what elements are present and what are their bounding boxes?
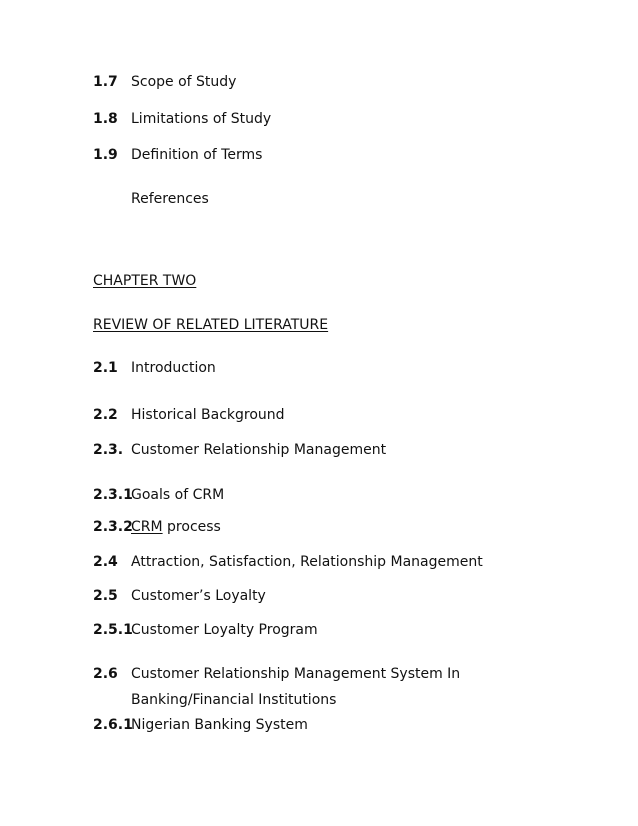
section-title: Customer Loyalty Program <box>131 622 318 638</box>
section-number: 2.5.1 <box>93 622 133 638</box>
chapter-two-heading: CHAPTER TWO <box>93 273 197 289</box>
section-title: Customer Relationship Management <box>131 442 387 458</box>
section-title: Customer Relationship Management System In <box>131 666 461 682</box>
section-title: Goals of CRM <box>131 487 225 503</box>
section-title: Limitations of Study <box>131 111 272 127</box>
section-number: 1.8 <box>93 111 118 127</box>
toc-entry-1-9 <box>93 146 262 164</box>
section-number: 1.7 <box>93 74 118 90</box>
section-number: 2.3. <box>93 442 124 458</box>
section-number: 2.2 <box>93 407 118 423</box>
toc-entry-2-3 <box>93 441 386 459</box>
section-title: Banking/Financial Institutions <box>131 692 337 708</box>
toc-entry-2-5 <box>93 587 266 605</box>
toc-entry-2-3-2 <box>93 518 221 536</box>
section-title: Attraction, Satisfaction, Relationship Management <box>131 554 483 570</box>
section-title: Historical Background <box>131 407 285 423</box>
section-title: Definition of Terms <box>131 147 263 163</box>
toc-entry-2-5-1 <box>93 621 318 639</box>
section-title: process <box>162 519 221 535</box>
toc-entry-1-8 <box>93 110 271 128</box>
section-number: 2.6 <box>93 666 118 682</box>
section-title: References <box>131 191 209 207</box>
section-title: Scope of Study <box>131 74 237 90</box>
toc-entry-2-4 <box>93 553 483 571</box>
toc-entry-2-6 <box>93 665 460 683</box>
section-title: Introduction <box>131 360 216 376</box>
toc-entry-2-2 <box>93 406 285 424</box>
chapter-two-subheading: REVIEW OF RELATED LITERATURE <box>93 317 329 333</box>
section-number: 2.3.1 <box>93 487 133 503</box>
toc-entry-2-1 <box>93 359 216 377</box>
toc-entry-2-6-1 <box>93 716 308 734</box>
section-number: 2.6.1 <box>93 717 133 733</box>
section-number: 2.1 <box>93 360 118 376</box>
section-number: 1.9 <box>93 147 118 163</box>
section-title: Customer’s Loyalty <box>131 588 266 604</box>
section-number: 2.3.2 <box>93 519 133 535</box>
toc-entry-references <box>131 190 209 208</box>
section-title-crm: CRM <box>131 519 163 535</box>
section-number: 2.4 <box>93 554 118 570</box>
toc-entry-1-7 <box>93 73 236 91</box>
section-number: 2.5 <box>93 588 118 604</box>
toc-entry-2-6-continuation <box>131 691 336 709</box>
section-title: Nigerian Banking System <box>131 717 308 733</box>
toc-entry-2-3-1 <box>93 486 224 504</box>
